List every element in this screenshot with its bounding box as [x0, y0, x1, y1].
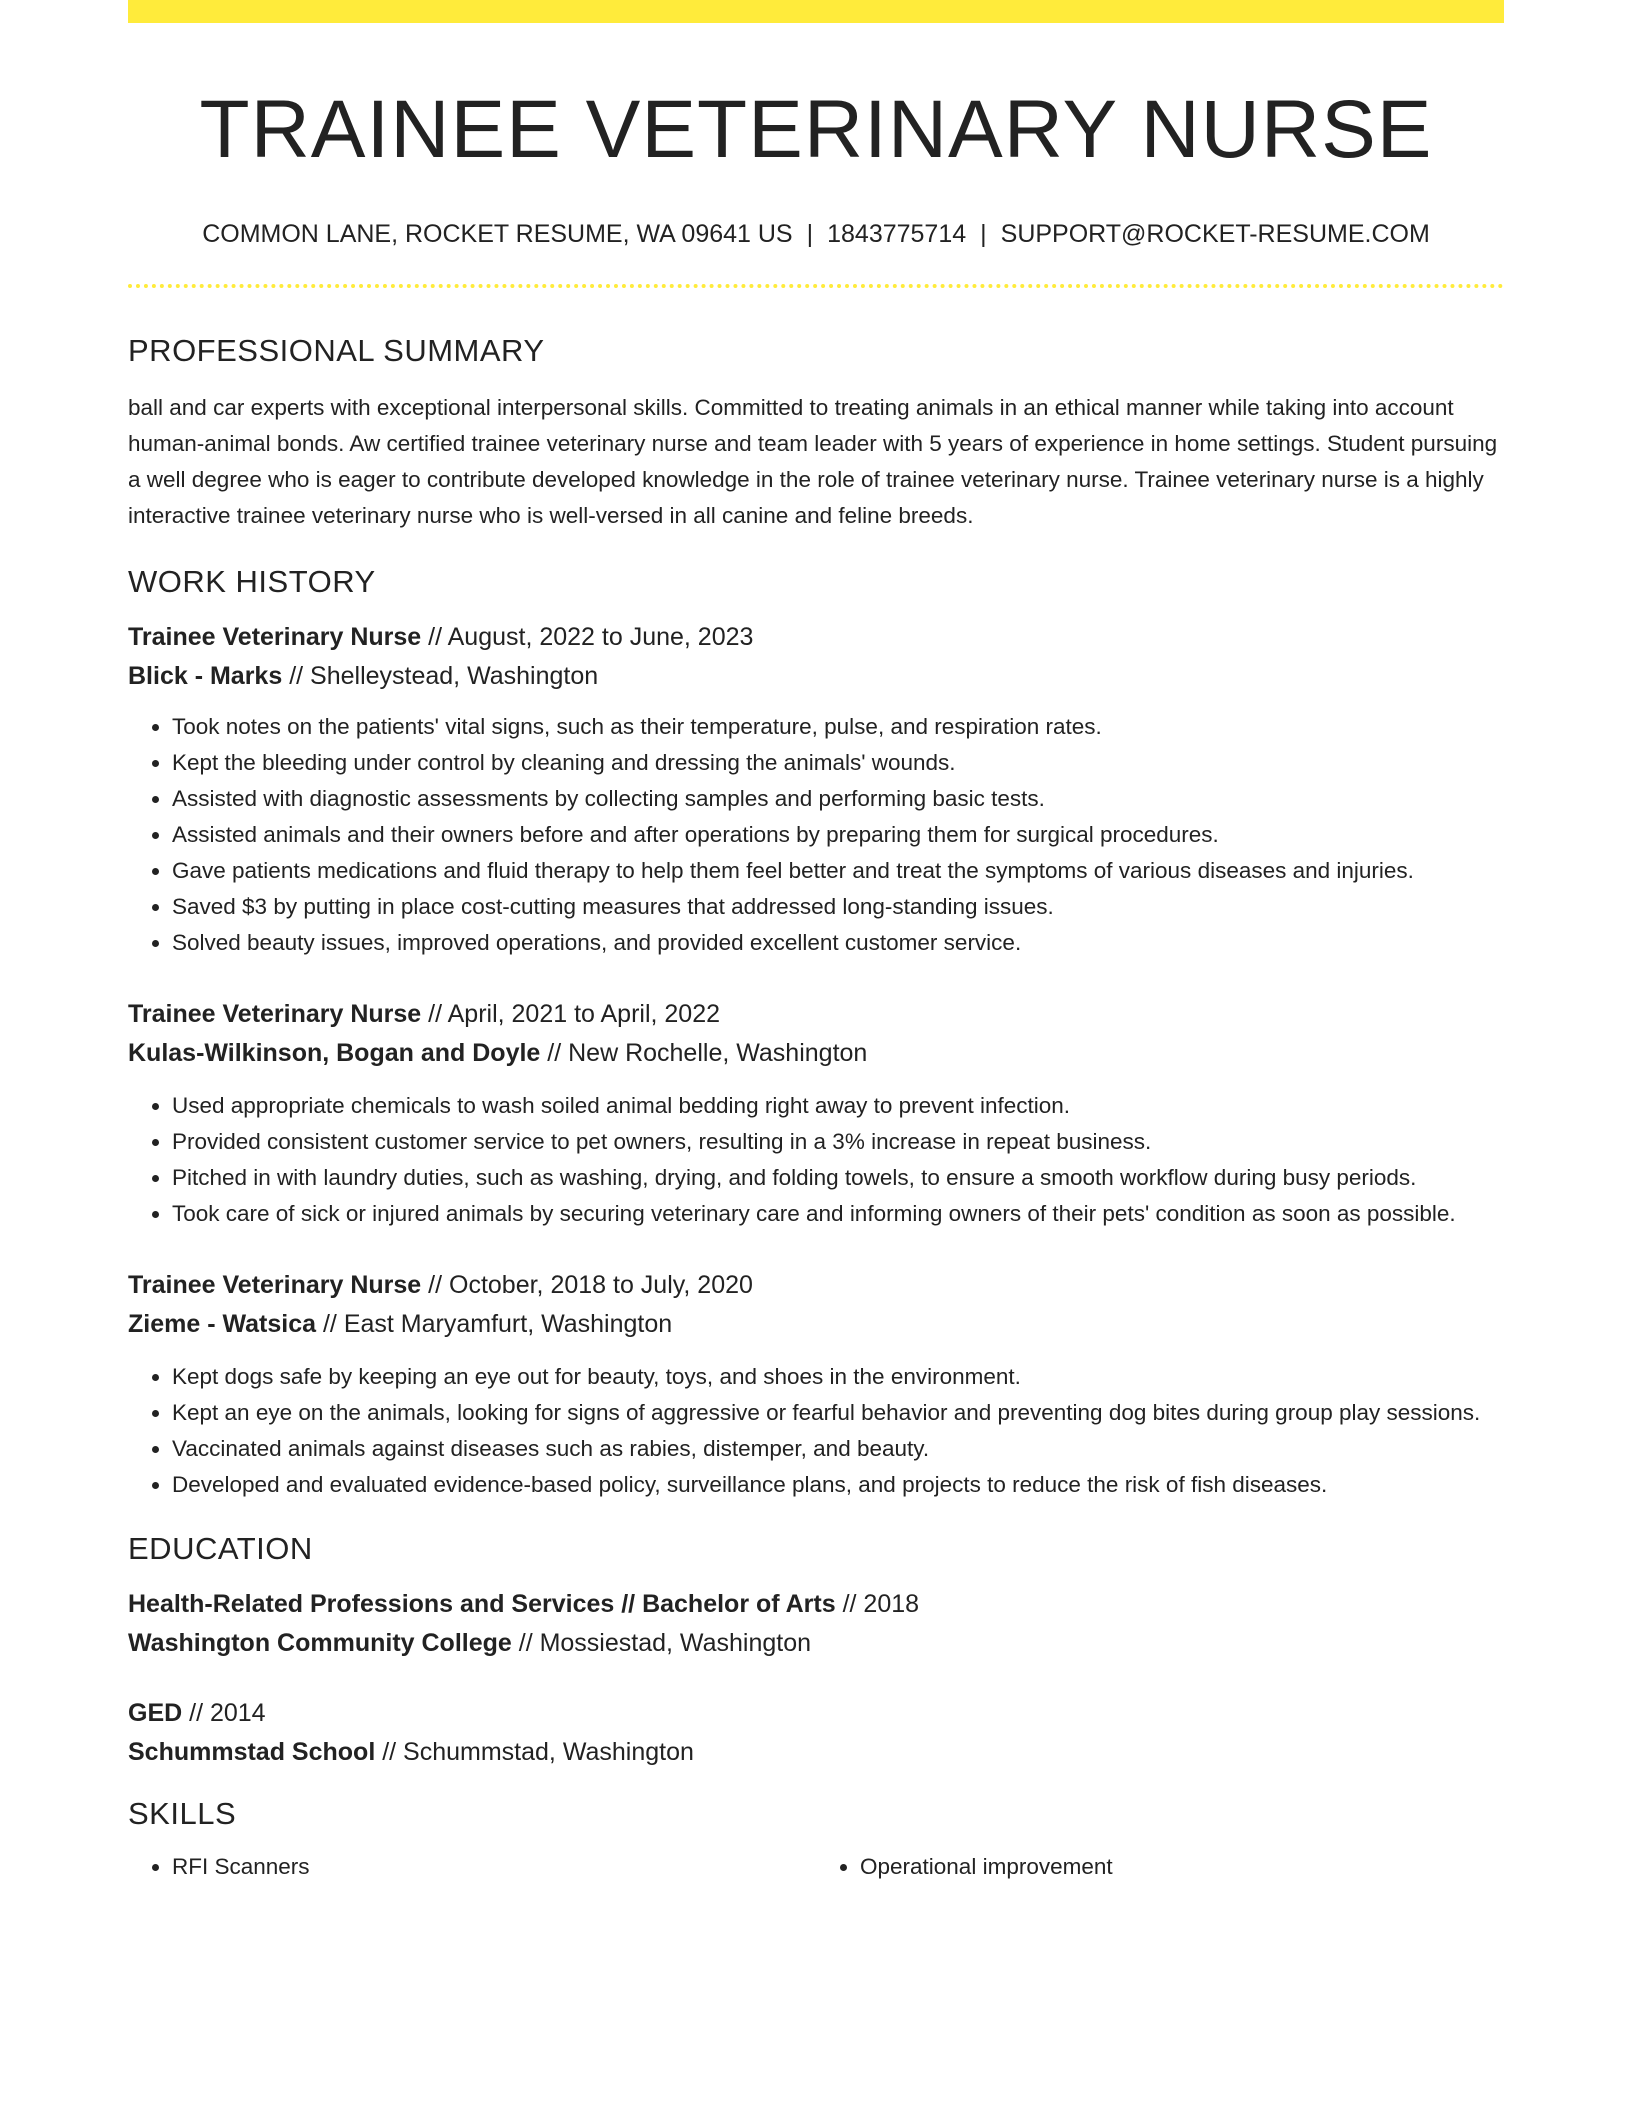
contact-separator: | — [806, 220, 814, 248]
job-entry — [128, 1266, 1504, 1503]
summary-text: ball and car experts with exceptional interpersonal skills. Committed to treating animals in an ethical manner while taking into account human-animal bonds. Aw certified trainee veterinary nurse and team leader with 5 years of experience in home settings. Student pursuing a well degree who is eager to contribute developed knowledge in the role of trainee veterinary nurse. Trainee veterinary nurse is a highly interactive trainee veterinary nurse who is well-versed in all canine and feline breeds. — [128, 395, 1498, 528]
skills-columns — [128, 1849, 1504, 1885]
education-school-line — [128, 1733, 1504, 1772]
education-location: // Schummstad, Washington — [375, 1738, 694, 1766]
job-bullet: • Vaccinated animals against diseases such as rabies, distemper, and beauty. — [172, 1431, 1504, 1467]
job-bullet: • Kept the bleeding under control by cleaning and dressing the animals' wounds. — [172, 745, 1504, 781]
education-year: // 2018 — [835, 1590, 920, 1618]
accent-bar — [128, 0, 1504, 23]
job-company-line — [128, 1034, 1504, 1073]
skill-item: • RFI Scanners — [172, 1849, 816, 1885]
education-school: Washington Community College — [128, 1629, 512, 1657]
job-title-line — [128, 1266, 1504, 1305]
education-degree-line — [128, 1694, 1504, 1733]
job-location: // New Rochelle, Washington — [540, 1039, 868, 1067]
skills-column-left — [128, 1849, 816, 1885]
job-company: Zieme - Watsica — [128, 1310, 317, 1338]
skill-item: • Operational improvement — [860, 1849, 1504, 1885]
resume-name: TRAINEE VETERINARY NURSE — [199, 84, 1433, 175]
job-bullet: • Assisted animals and their owners before and after operations by preparing them for surgical procedures. — [172, 817, 1504, 853]
education-degree-line — [128, 1585, 1504, 1624]
job-bullets — [128, 709, 1504, 961]
job-bullet: • Provided consistent customer service to pet owners, resulting in a 3% increase in repeat business. — [172, 1124, 1504, 1160]
skills-heading: SKILLS — [128, 1796, 237, 1831]
job-entry — [128, 618, 1504, 961]
education-location: // Mossiestad, Washington — [511, 1629, 812, 1657]
job-title-line — [128, 995, 1504, 1034]
job-bullet: • Kept dogs safe by keeping an eye out for beauty, toys, and shoes in the environment. — [172, 1359, 1504, 1395]
job-company: Blick - Marks — [128, 662, 283, 690]
work-history-heading: WORK HISTORY — [128, 564, 376, 599]
summary-heading: PROFESSIONAL SUMMARY — [128, 333, 545, 368]
job-bullet: • Developed and evaluated evidence-based policy, surveillance plans, and projects to reduce the risk of fish diseases. — [172, 1467, 1504, 1503]
contact-separator: | — [980, 220, 987, 248]
job-company: Kulas-Wilkinson, Bogan and Doyle — [128, 1039, 541, 1067]
job-location: // East Maryamfurt, Washington — [316, 1310, 673, 1338]
education-entry — [128, 1585, 1504, 1663]
education-year: // 2014 — [182, 1699, 266, 1727]
contact-line — [128, 219, 1504, 249]
dotted-divider — [128, 284, 1504, 288]
education-heading: EDUCATION — [128, 1531, 313, 1566]
education-degree: Health-Related Professions and Services // Bachelor of Arts — [128, 1590, 836, 1618]
skills-column-right — [816, 1849, 1504, 1885]
job-bullet: • Took notes on the patients' vital signs, such as their temperature, pulse, and respiration rates. — [172, 709, 1504, 745]
job-dates: // April, 2021 to April, 2022 — [421, 1000, 721, 1028]
job-bullet: • Assisted with diagnostic assessments by collecting samples and performing basic tests. — [172, 781, 1504, 817]
job-bullet: • Pitched in with laundry duties, such as washing, drying, and folding towels, to ensure a smooth workflow during busy periods. — [172, 1160, 1504, 1196]
education-school: Schummstad School — [128, 1738, 376, 1766]
contact-address: COMMON LANE, ROCKET RESUME, WA 09641 US — [202, 220, 793, 248]
job-company-line — [128, 1305, 1504, 1344]
job-role: Trainee Veterinary Nurse — [128, 623, 422, 651]
job-bullet: • Gave patients medications and fluid therapy to help them feel better and treat the symptoms of various diseases and injuries. — [172, 853, 1504, 889]
job-role: Trainee Veterinary Nurse — [128, 1000, 422, 1028]
job-bullets — [128, 1088, 1504, 1232]
job-role: Trainee Veterinary Nurse — [128, 1271, 422, 1299]
job-bullet: • Used appropriate chemicals to wash soiled animal bedding right away to prevent infection. — [172, 1088, 1504, 1124]
contact-email: SUPPORT@ROCKET-RESUME.COM — [1000, 220, 1430, 248]
resume-page — [128, 0, 1504, 1885]
job-bullet: • Kept an eye on the animals, looking for signs of aggressive or fearful behavior and preventing dog bites during group play sessions. — [172, 1395, 1504, 1431]
job-bullet: • Solved beauty issues, improved operations, and provided excellent customer service. — [172, 925, 1504, 961]
contact-phone: 1843775714 — [827, 220, 967, 248]
job-bullet: • Saved $3 by putting in place cost-cutting measures that addressed long-standing issues. — [172, 889, 1504, 925]
job-dates: // August, 2022 to June, 2023 — [421, 623, 754, 651]
education-entry — [128, 1694, 1504, 1772]
job-dates: // October, 2018 to July, 2020 — [421, 1271, 753, 1299]
education-school-line — [128, 1624, 1504, 1663]
job-title-line — [128, 618, 1504, 657]
job-company-line — [128, 657, 1504, 696]
education-degree: GED — [128, 1699, 183, 1727]
job-bullet: • Took care of sick or injured animals by securing veterinary care and informing owners of their pets' condition as soon as possible. — [172, 1196, 1504, 1232]
job-entry — [128, 995, 1504, 1232]
job-bullets — [128, 1359, 1504, 1503]
job-location: // Shelleystead, Washington — [282, 662, 599, 690]
